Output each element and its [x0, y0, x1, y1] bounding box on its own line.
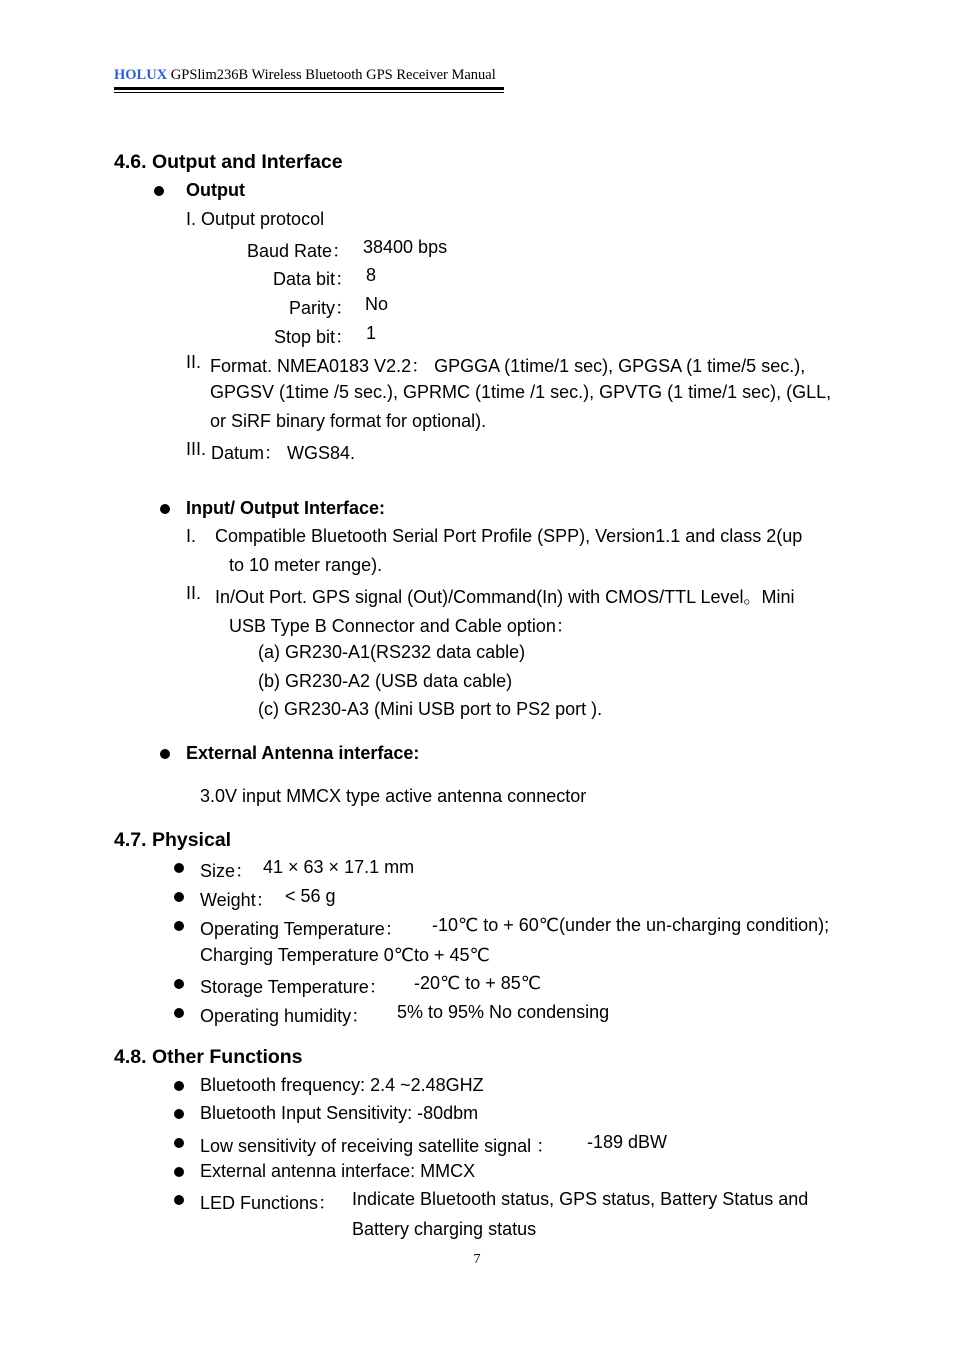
bullet-icon — [174, 1138, 184, 1148]
bluetooth-sensitivity: Bluetooth Input Sensitivity: -80dbm — [200, 1103, 479, 1123]
io-item-2-number: II. — [186, 583, 202, 603]
io-item-1-line-2: to 10 meter range). — [229, 555, 383, 575]
baud-rate-value: 38400 bps — [363, 237, 448, 257]
format-line-2: GPGSV (1time /5 sec.), GPRMC (1time /1 sec.), GPVTG (1 time/1 sec), (GLL, — [210, 382, 832, 402]
manual-title: GPSlim236B Wireless Bluetooth GPS Receiver Manual — [170, 67, 496, 83]
io-item-1-line-1: Compatible Bluetooth Serial Port Profile (SPP), Version1.1 and class 2(up — [215, 526, 803, 546]
output-label: Output — [186, 180, 245, 200]
storage-temperature-value: -20℃ to + 85℃ — [414, 973, 541, 993]
bullet-icon — [174, 979, 184, 989]
stop-bit-label: Stop bit： — [273, 327, 353, 347]
operating-humidity-value: 5% to 95% No condensing — [397, 1002, 610, 1022]
external-antenna-text: 3.0V input MMCX type active antenna connector — [200, 786, 587, 806]
parity-label: Parity： — [288, 298, 353, 318]
bullet-icon — [174, 921, 184, 931]
bullet-icon — [174, 1195, 184, 1205]
bluetooth-frequency: Bluetooth frequency: 2.4 ~2.48GHZ — [200, 1075, 484, 1095]
parity-value: No — [365, 294, 389, 314]
external-antenna-label: External Antenna interface: — [186, 743, 420, 763]
section-heading-4-7: 4.7. Physical — [114, 829, 232, 851]
charging-temperature: Charging Temperature 0℃to + 45℃ — [200, 945, 490, 965]
io-item-2-line-1: In/Out Port. GPS signal (Out)/Command(In) with CMOS/TTL Level。Mini — [215, 587, 795, 607]
bullet-icon — [174, 863, 184, 873]
bullet-icon — [174, 1008, 184, 1018]
cable-option-a: (a) GR230-A1(RS232 data cable) — [258, 642, 526, 662]
bullet-icon — [174, 892, 184, 902]
baud-rate-label: Baud Rate： — [246, 241, 350, 261]
bullet-icon — [160, 504, 170, 514]
format-number: II. — [186, 352, 202, 372]
section-heading-4-8: 4.8. Other Functions — [114, 1046, 303, 1068]
data-bit-label: Data bit： — [272, 269, 353, 289]
storage-temperature-label: Storage Temperature： — [200, 977, 387, 997]
data-bit-value: 8 — [366, 265, 377, 285]
operating-temperature-label: Operating Temperature： — [200, 919, 403, 939]
section-heading-4-6: 4.6. Output and Interface — [114, 151, 343, 173]
header-rule-thin — [114, 92, 504, 93]
header-rule-thick — [114, 87, 504, 90]
led-functions-label: LED Functions： — [200, 1193, 337, 1213]
weight-label: Weight： — [200, 890, 274, 910]
bullet-icon — [154, 186, 164, 196]
led-functions-line-2: Battery charging status — [352, 1219, 537, 1239]
size-label: Size： — [200, 861, 254, 881]
low-sensitivity-label: Low sensitivity of receiving satellite signal ： — [200, 1136, 555, 1156]
datum-number: III. — [186, 439, 207, 459]
running-header — [114, 67, 496, 84]
bullet-icon — [174, 1109, 184, 1119]
format-line-3: or SiRF binary format for optional). — [210, 411, 487, 431]
bullet-icon — [174, 1167, 184, 1177]
output-protocol: I. Output protocol — [186, 209, 325, 229]
io-interface-label: Input/ Output Interface: — [186, 498, 385, 518]
weight-value: < 56 g — [285, 886, 336, 906]
led-functions-line-1: Indicate Bluetooth status, GPS status, Battery Status and — [352, 1189, 809, 1209]
io-item-2-line-2: USB Type B Connector and Cable option： — [229, 616, 574, 636]
size-value: 41 × 63 × 17.1 mm — [263, 857, 415, 877]
datum-text: Datum： WGS84. — [211, 443, 356, 463]
low-sensitivity-value: -189 dBW — [587, 1132, 668, 1152]
cable-option-c: (c) GR230-A3 (Mini USB port to PS2 port ). — [258, 699, 603, 719]
page-number: 7 — [473, 1252, 481, 1267]
io-item-1-number: I. — [186, 526, 197, 546]
brand-name: HOLUX — [114, 67, 168, 83]
cable-option-b: (b) GR230-A2 (USB data cable) — [258, 671, 513, 691]
stop-bit-value: 1 — [366, 323, 377, 343]
bullet-icon — [174, 1081, 184, 1091]
bullet-icon — [160, 749, 170, 759]
operating-temperature-value: -10℃ to + 60℃(under the un-charging condition); — [432, 915, 830, 935]
operating-humidity-label: Operating humidity： — [200, 1006, 370, 1026]
external-antenna-interface: External antenna interface: MMCX — [200, 1161, 476, 1181]
format-line-1: Format. NMEA0183 V2.2： GPGGA (1time/1 sec), GPGSA (1 time/5 sec.), — [210, 356, 806, 376]
